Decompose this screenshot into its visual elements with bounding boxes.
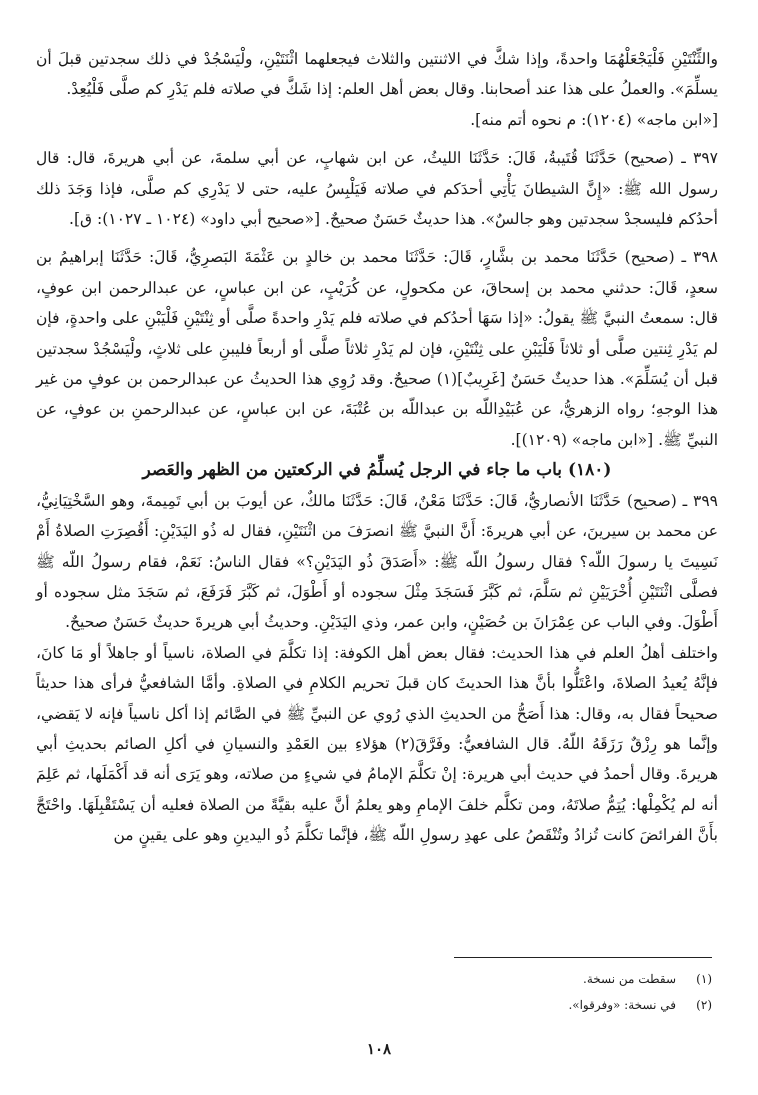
main-text: [36, 44, 718, 851]
footnote: [332, 966, 712, 992]
hadith-398: ٣٩٨ ـ (صحيح) حَدَّثَنَا محمد بن بشَّارٍ، قَالَ: حَدَّثَنَا محمد بن خالدٍ بن عَثْمَةَ البَصرِيُّ، قَالَ: حَدَّثَنَا إبراهيمُ بن سعدٍ، قَالَ: حدثني محمد بن إسحاقَ، عن مكحولٍ، عن كُرَيْبٍ، عن ابن عباسٍ، عن عبدالرحمن ابن عوفٍ، قال: سمعتُ النبيَّ ﷺ يقولُ: «إذا سَهَا أحدُكم في صلاته فلم يَدْرِ واحدةً صلَّى أو ثِنْتَيْنِ فَلْيَبْنِ على واحدةٍ، فإن لم يَدْرِ ثِنتين صلَّى أو ثلاثاً فَلْيَبْنِ على ثِنْتَيْنِ، فإن لم يَدْرِ ثلاثاً صلَّى أو أربعاً فليبنِ على ثلاثٍ، ولْيَسْجُدْ سجدتين قبل أن يُسَلِّمَ». هذا حديثٌ حَسَنٌ [غَرِيبٌ](١) صحيحٌ. وقد رُوِي هذا الحديثُ عن عبدالرحمن بن عوفٍ من غير هذا الوجهِ؛ رواه الزهريُّ، عن عُبَيْدِاللّه بن عبداللّه بن عُتْبَةَ، عن ابن عباسٍ، عن عبدالرحمنِ بن عوفٍ، عن النبيِّ ﷺ. [«ابن ماجه» (١٢٠٩)].: [36, 248, 718, 449]
footnote-text: في نسخة: «وفرقوا».: [568, 998, 676, 1012]
hadith-397: ٣٩٧ ـ (صحيح) حَدَّثَنَا قُتَيبةُ، قَالَ: حَدَّثَنَا الليثُ، عن ابن شهابٍ، عن أبي سلمةَ، عن أبي هريرةَ، قال: قال رسول الله ﷺ: «إِنَّ الشيطانَ يَأْتِي أحدَكم في صلاته فَيَلْبِسُ عليه، حتى لا يَدْرِي كم صلَّى، فإذا وَجَدَ ذلك أحدُكم فليسجدْ سجدتين وهو جالسٌ». هذا حديثٌ حَسَنٌ صحيحٌ. [«صحيح أبي داود» (١٠٢٤ ـ ١٠٢٧): ق].: [36, 149, 718, 229]
page-number: ١٠٨: [366, 1040, 392, 1058]
commentary-paragraph: واختلف أهلُ العلم في هذا الحديث: فقال بعض أهل الكوفة: إذا تكلَّمَ في الصلاة، ناسياً أو جاهلاً أو مَا كانَ، فإنَّهُ يُعيدُ الصلاةَ، واعْتَلُّوا بأنَّ هذا الحديثَ كان قبلَ تحريم الكلامِ في الصلاةِ. وأمَّا الشافعيُّ فرأى هذا حديثاً صحيحاً فقال به، وقال: هذا أَصَحُّ من الحديثِ الذي رُوي عن النبيِّ ﷺ في الصَّائم إذا أكل ناسياً فإنه لا يَقضي، وإنَّما هو رِزْقٌ رَزَقَهُ اللّهُ. قال الشافعيُّ: وفَرَّقَ(٢) هؤلاءِ بين العَمْدِ والنسيانِ في أكلِ الصائم بحديثِ أبي هريرةَ. وقال أحمدُ في حديث أبي هريرة: إنْ تكلَّمَ الإمامُ في شيءٍ من صلاته، وهو يَرَى أنه قد أَكْمَلَها، ثم عَلِمَ أنه لم يُكْمِلْها: يُتِمُّ صلاتَهُ، ومن تكلَّم خلفَ الإمامِ وهو يعلمُ أنَّ عليه بقيَّةً من الصلاة فعليه أن يَسْتَقْبِلَهَا. واحْتَجَّ بأَنَّ الفرائضَ كانت تُزادُ وتُنْقَصُ على عهدِ رسولِ اللّه ﷺ، فإنَّما تكلَّمَ ذُو اليدينِ وهو على يقينٍ من: [36, 643, 718, 845]
footnote-number: (٢): [696, 998, 712, 1012]
chapter-heading: (١٨٠) باب ما جاء في الرجل يُسلِّمُ في الركعتين من الظهر والعَصر: [142, 460, 612, 481]
footnotes: [332, 966, 712, 1018]
paragraph-continuation: والثِّنْتَيْنِ فَلْيَجْعَلْهُمَا واحدةً، وإذا شكَّ في الاثنتين والثلاث فيجعلهما اثْنَتَيْنِ، ولْيَسْجُدْ في ذلك سجدتين قبلَ أن يسلِّمَ». والعملُ على هذا عند أصحابنا. وقال بعض أهل العلم: إذا شَكَّ في صلاته فلم يَدْرِ كم صلَّى فَلْيُعِدْ. [«ابن ماجه» (١٢٠٤): م نحوه أتم منه].: [36, 50, 718, 129]
footnote-number: (١): [696, 972, 712, 986]
footnote-text: سقطت من نسخة.: [583, 972, 676, 986]
footnote-separator: [454, 957, 712, 958]
hadith-399: ٣٩٩ ـ (صحيح) حَدَّثَنَا الأنصاريُّ، قَالَ: حَدَّثَنَا مَعْنٌ، قَالَ: حَدَّثَنَا مالكٌ، عن أيوبَ بن أبي تَمِيمةَ، وهو السَّخْتِيَانِيُّ، عن محمد بن سيرينَ، عن أبي هريرةَ: أَنَّ النبيَّ ﷺ انصرَفَ من اثْنَتَيْنِ، فقال له ذُو اليَدَيْنِ: أَقُصِرَتِ الصلاةُ أَمْ نَسِيتَ يا رسولَ اللّه؟ فقال رسولُ اللّه ﷺ: «أَصَدَقَ ذُو اليَدَيْنِ؟» فقال الناسُ: نَعَمْ، فقام رسولُ اللّه ﷺ فصلَّى اثْنَتَيْنِ أُخْرَيَيْنِ ثم سَلَّمَ، ثم كَبَّرَ فَسَجَدَ مِثْلَ سجوده أو أَطْوَلَ، ثم كَبَّرَ فَرَفَعَ، ثم سَجَدَ مثل سجوده أو أَطْوَلَ. وفي الباب عن عِمْرَانَ بن حُصَيْنٍ، وابن عمر، وذي اليَدَيْنِ. وحديثُ أبي هريرةَ حديثٌ حَسَنٌ صحيحٌ.: [36, 491, 718, 632]
footnote: [332, 992, 712, 1018]
